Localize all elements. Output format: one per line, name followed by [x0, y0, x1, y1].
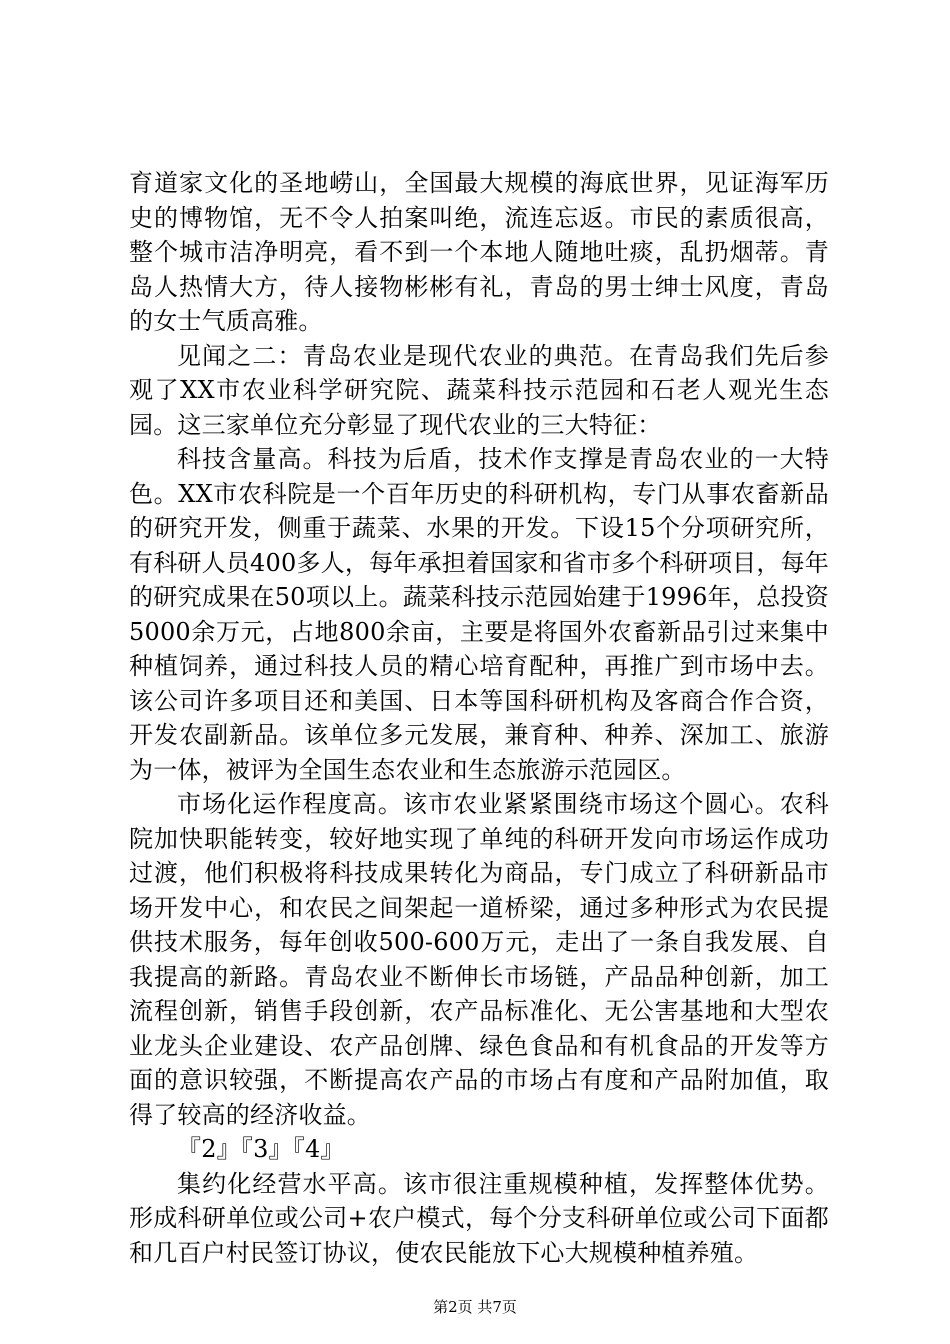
paragraph-observation-two: 见闻之二：青岛农业是现代农业的典范。在青岛我们先后参观了XX市农业科学研究院、蔬菜科技示范园和石老人观光生态园。这三家单位充分彰显了现代农业的三大特征： [129, 341, 829, 439]
paragraph-market: 市场化运作程度高。该市农业紧紧围绕市场这个圆心。农科院加快职能转变，较好地实现了单纯的科研开发向市场运作成功过渡，他们积极将科技成果转化为商品，专门成立了科研新品市场开发中心，和农民之间架起一道桥梁，通过多种形式为农民提供技术服务，每年创收500-600万元，走出了一条自我发展、自我提高的新路。青岛农业不断伸长市场链，产品品种创新，加工流程创新，销售手段创新，农产品标准化、无公害基地和大型农业龙头企业建设、农产品创牌、绿色食品和有机食品的开发等方面的意识较强，不断提高农产品的市场占有度和产品附加值，取得了较高的经济收益。 [129, 790, 829, 1129]
page-links[interactable]: 『2』『3』『4』 [177, 1135, 345, 1163]
paragraph-technology: 科技含量高。科技为后盾，技术作支撑是青岛农业的一大特色。XX市农科院是一个百年历史的科研机构，专门从事农畜新品的研究开发，侧重于蔬菜、水果的开发。下设15个分项研究所，有科研人员400多人，每年承担着国家和省市多个科研项目，每年的研究成果在50项以上。蔬菜科技示范园始建于1996年，总投资5000余万元，占地800余亩，主要是将国外农畜新品引过来集中种植饲养，通过科技人员的精心培育配种，再推广到市场中去。该公司许多项目还和美国、日本等国科研机构及客商合作合资，开发农副新品。该单位多元发展，兼育种、种养、深加工、旅游为一体，被评为全国生态农业和生态旅游示范园区。 [129, 445, 829, 784]
paragraph-city-description: 育道家文化的圣地崂山，全国最大规模的海底世界，见证海军历史的博物馆，无不令人拍案叫绝，流连忘返。市民的素质很高，整个城市洁净明亮，看不到一个本地人随地吐痰，乱扔烟蒂。青岛人热情大方，待人接物彬彬有礼，青岛的男士绅士风度，青岛的女士气质高雅。 [129, 169, 829, 335]
page-number-footer: 第2页 共7页 [433, 1298, 517, 1316]
document-body [129, 166, 829, 1270]
paragraph-intensive-management: 集约化经营水平高。该市很注重规模种植，发挥整体优势。形成科研单位或公司+农户模式，每个分支科研单位或公司下面都和几百户村民签订协议，使农民能放下心大规模种植养殖。 [129, 1169, 829, 1267]
